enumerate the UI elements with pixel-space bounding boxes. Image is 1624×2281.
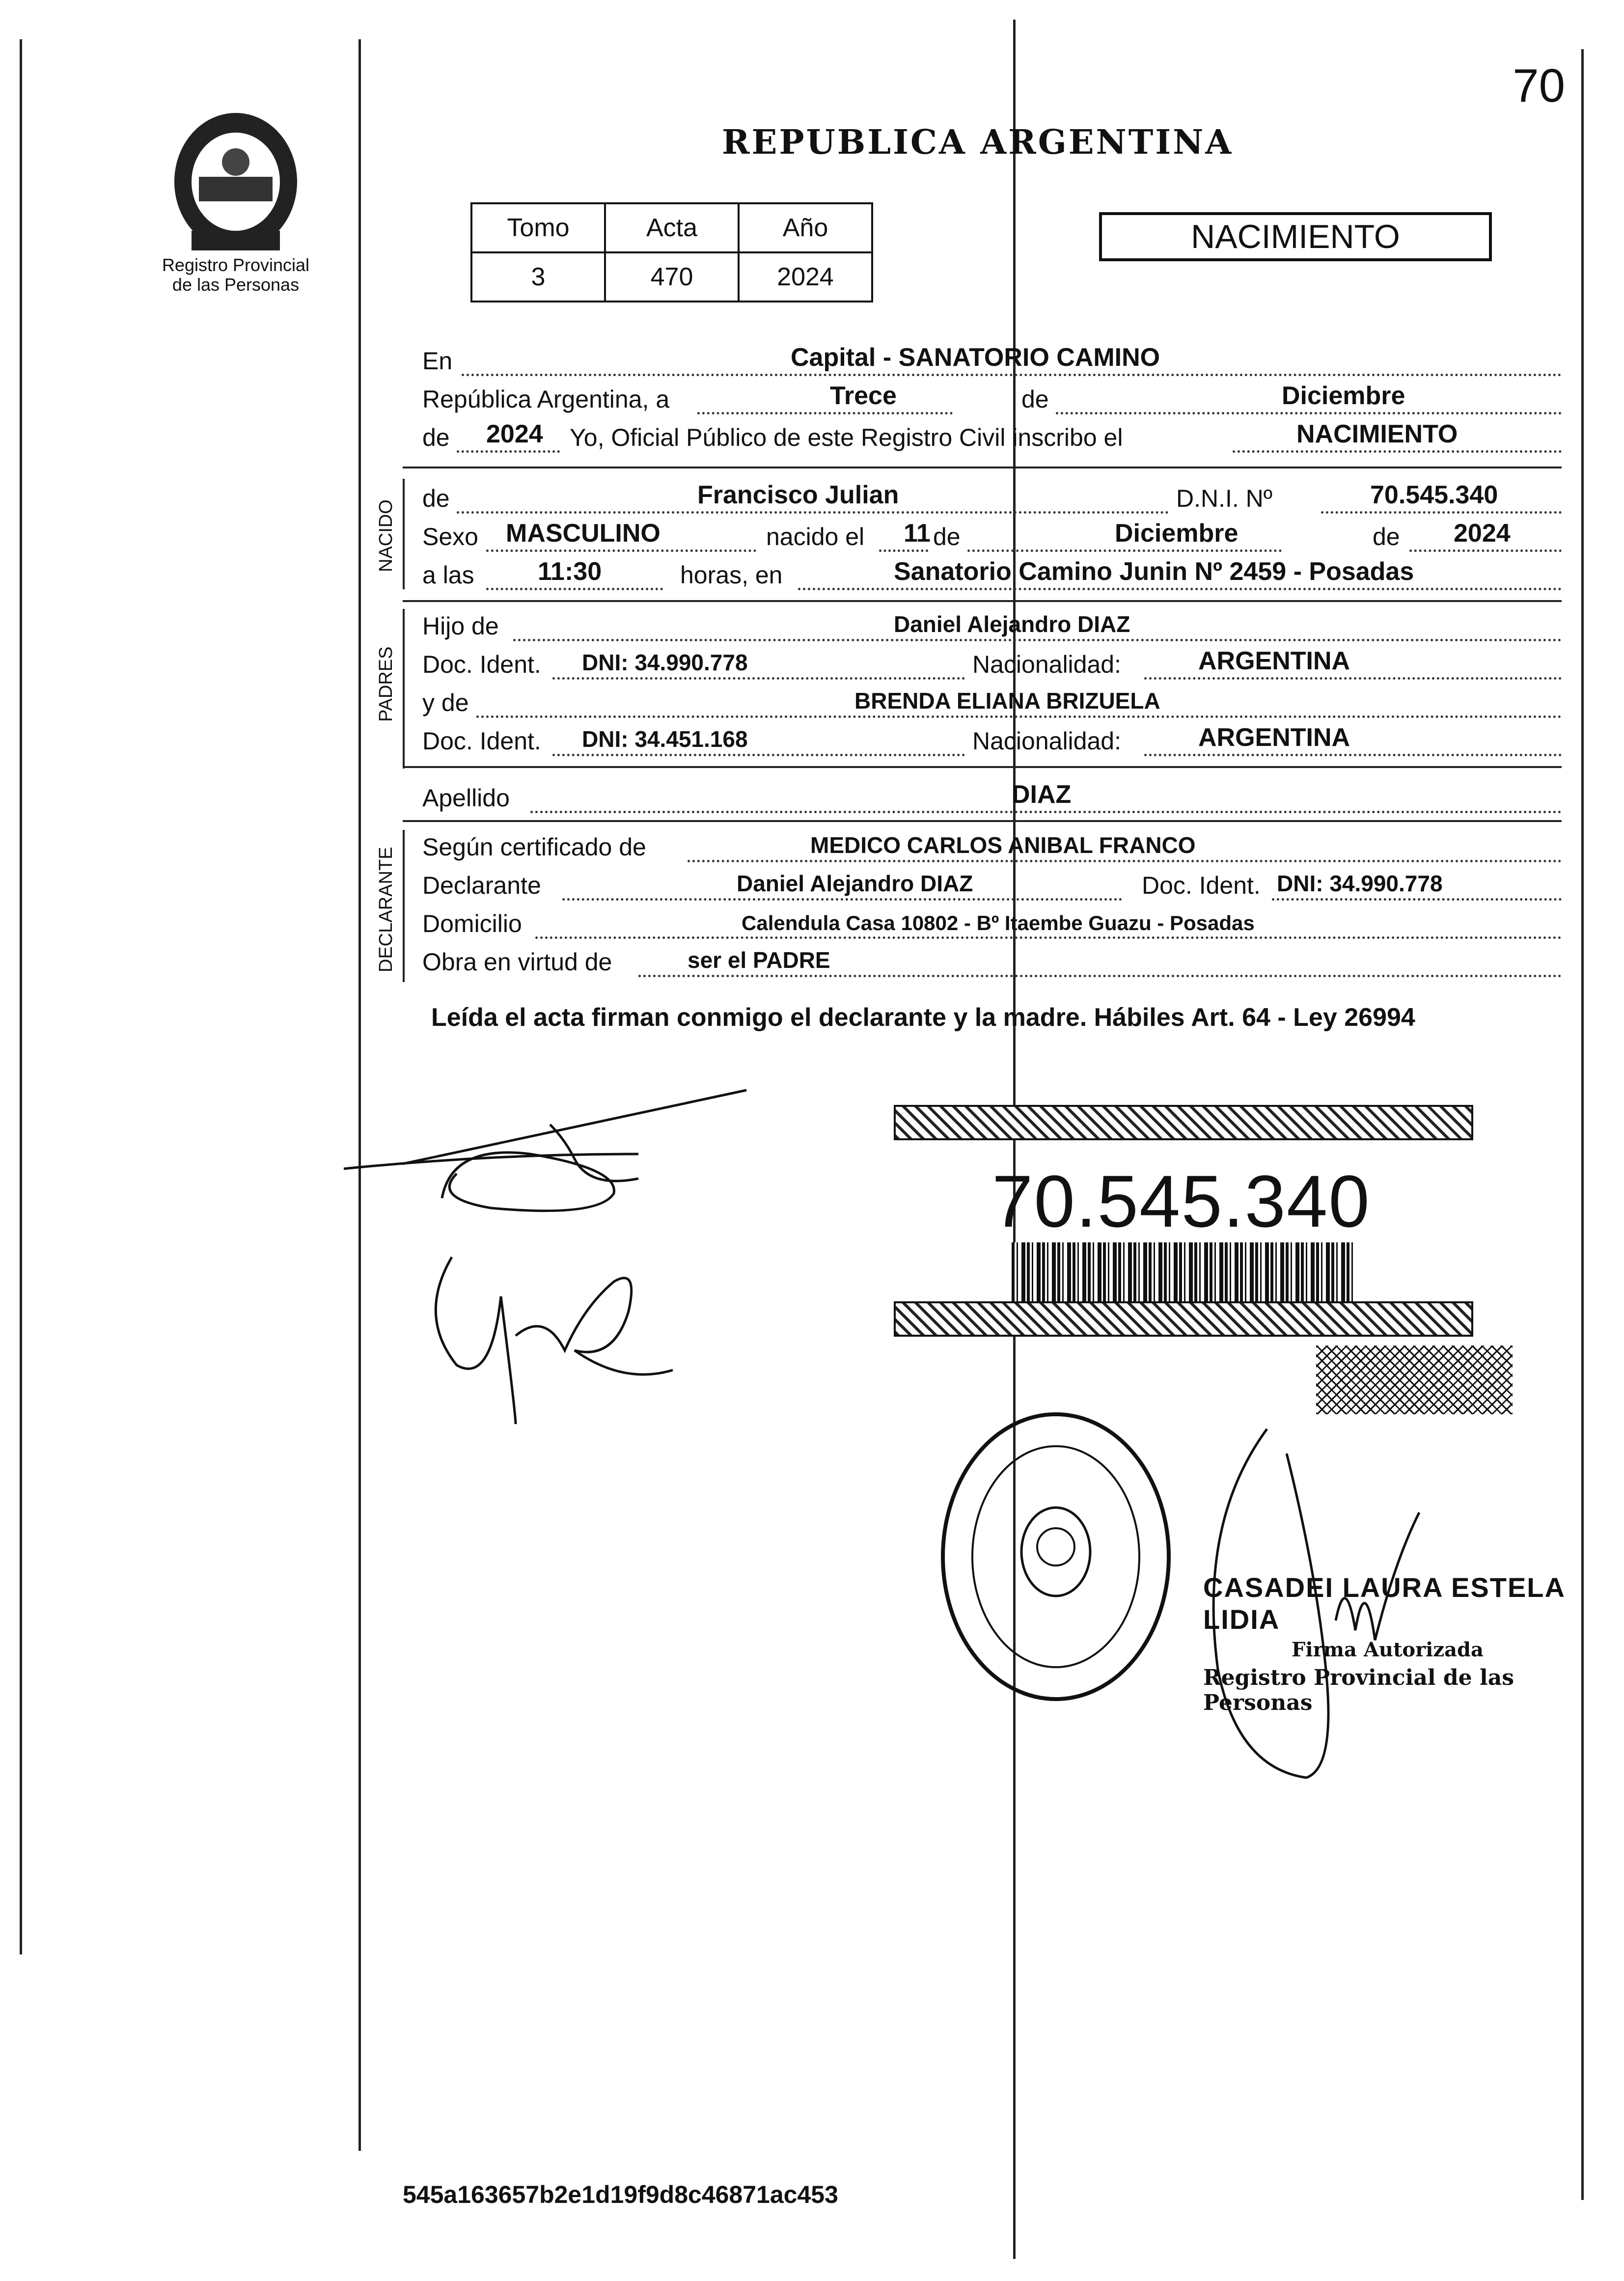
row-sexo — [422, 520, 1562, 555]
label-doc-ident-2: Doc. Ident. — [422, 727, 541, 755]
registry-table — [470, 202, 873, 302]
document-hash: 545a163657b2e1d19f9d8c46871ac453 — [403, 2181, 838, 2208]
value-sexo: MASCULINO — [506, 519, 661, 548]
country-title: REPUBLICA ARGENTINA — [722, 123, 1234, 162]
anio-value: 2024 — [739, 252, 872, 302]
row-domicilio — [422, 907, 1562, 942]
row-certificado — [422, 830, 1562, 865]
row-hora-lugar — [422, 558, 1562, 593]
value-domicilio: Calendula Casa 10802 - Bº Itaembe Guazu - Posadas — [742, 911, 1255, 934]
logo-caption-line2: de las Personas — [172, 275, 300, 295]
value-madre-doc: DNI: 34.451.168 — [582, 726, 748, 752]
right-rule — [1581, 49, 1584, 2200]
nacido-bracket — [403, 479, 405, 589]
shield-emblem-icon — [162, 98, 309, 255]
label-de-year: de — [422, 424, 450, 451]
value-declarante-doc: DNI: 34.990.778 — [1277, 871, 1443, 896]
security-strip-bottom — [894, 1301, 1473, 1337]
label-apellido: Apellido — [422, 784, 510, 812]
value-dia-nac: 11 — [904, 519, 931, 548]
acta-value: 470 — [605, 252, 739, 302]
security-strip-top — [894, 1105, 1473, 1140]
value-padre-nac: ARGENTINA — [1198, 647, 1350, 675]
row-apellido — [422, 781, 1562, 816]
value-dni: 70.545.340 — [1370, 481, 1498, 509]
row-obra — [422, 945, 1562, 980]
label-hijo-de: Hijo de — [422, 612, 499, 640]
value-madre-nac: ARGENTINA — [1198, 723, 1350, 752]
value-obra: ser el PADRE — [688, 947, 830, 973]
row-lugar — [422, 344, 1562, 379]
section-label-declarante: DECLARANTE — [376, 847, 396, 972]
value-dia-texto: Trece — [830, 382, 897, 410]
label-a-las: a las — [422, 561, 474, 589]
label-doc-ident-3: Doc. Ident. — [1142, 872, 1261, 899]
barcode — [1012, 1242, 1355, 1301]
value-padre: Daniel Alejandro DIAZ — [894, 611, 1130, 637]
value-lugar: Capital - SANATORIO CAMINO — [791, 343, 1160, 372]
registry-logo — [147, 98, 324, 295]
value-mes-nac: Diciembre — [1115, 519, 1239, 548]
page-number: 70 — [1513, 59, 1565, 112]
acta-header: Acta — [605, 203, 739, 252]
section-label-padres: PADRES — [376, 646, 396, 722]
label-doc-ident: Doc. Ident. — [422, 651, 541, 678]
label-sexo: Sexo — [422, 523, 478, 550]
logo-caption-line1: Registro Provincial — [162, 255, 310, 275]
officer-name: CASADEI LAURA ESTELA LIDIA — [1203, 1572, 1565, 1635]
label-y-de: y de — [422, 689, 469, 716]
label-horas-en: horas, en — [680, 561, 783, 589]
officer-title: Firma Autorizada — [1292, 1638, 1484, 1661]
label-obra-en-virtud: Obra en virtud de — [422, 948, 612, 976]
value-lugar-nac: Sanatorio Camino Junin Nº 2459 - Posadas — [894, 557, 1414, 586]
value-tipo: NACIMIENTO — [1296, 420, 1458, 448]
value-padre-doc: DNI: 34.990.778 — [582, 650, 748, 675]
label-de-mes: de — [933, 523, 961, 550]
closing-text: Leída el acta firman conmigo el declarante y la madre. Hábiles Art. 64 - Ley 26994 — [431, 1003, 1415, 1032]
label-yo-oficial: Yo, Oficial Público de este Registro Civil inscribo el — [570, 424, 1123, 451]
label-nacionalidad: Nacionalidad: — [972, 651, 1121, 678]
row-padre-doc — [422, 647, 1562, 683]
divider-line — [403, 467, 1562, 468]
divider-line — [403, 766, 1562, 768]
row-inscripcion — [422, 420, 1562, 456]
padres-bracket — [403, 609, 405, 769]
value-anio-nac: 2024 — [1454, 519, 1511, 548]
row-fecha — [422, 382, 1562, 417]
officer-registry: Registro Provincial de las Personas — [1203, 1665, 1514, 1715]
document-type-box: NACIMIENTO — [1099, 212, 1492, 261]
label-segun-certificado: Según certificado de — [422, 833, 646, 861]
row-madre — [422, 686, 1562, 721]
declarante-bracket — [403, 830, 405, 982]
label-republica: República Argentina, a — [422, 385, 670, 413]
left-margin-line — [20, 39, 22, 1954]
value-certificado: MEDICO CARLOS ANIBAL FRANCO — [810, 832, 1196, 858]
authorizing-officer — [1203, 1571, 1624, 1715]
label-domicilio: Domicilio — [422, 910, 522, 937]
row-madre-doc — [422, 724, 1562, 759]
tomo-header: Tomo — [471, 203, 605, 252]
row-declarante — [422, 868, 1562, 904]
anio-header: Año — [739, 203, 872, 252]
value-apellido: DIAZ — [1012, 780, 1072, 809]
official-seal-icon — [933, 1404, 1179, 1709]
value-madre: BRENDA ELIANA BRIZUELA — [854, 688, 1160, 714]
row-nombre — [422, 481, 1562, 517]
divider-line — [403, 820, 1562, 822]
value-anio: 2024 — [486, 420, 543, 448]
label-de-name: de — [422, 485, 450, 512]
label-declarante: Declarante — [422, 872, 541, 899]
value-nombre: Francisco Julian — [697, 481, 899, 509]
row-padre — [422, 609, 1562, 644]
label-nacido-el: nacido el — [766, 523, 865, 550]
label-nacionalidad-2: Nacionalidad: — [972, 727, 1121, 755]
big-dni-number: 70.545.340 — [992, 1160, 1371, 1242]
value-hora: 11:30 — [538, 557, 602, 586]
label-dni: D.N.I. Nº — [1176, 485, 1273, 512]
mother-signature-icon — [417, 1237, 712, 1434]
tomo-value: 3 — [471, 252, 605, 302]
declarant-signature-icon — [344, 1080, 786, 1228]
divider-line — [403, 600, 1562, 602]
label-en: En — [422, 347, 453, 375]
security-crosshatch — [1316, 1346, 1513, 1414]
label-de: de — [1021, 385, 1049, 413]
value-declarante: Daniel Alejandro DIAZ — [737, 871, 973, 896]
value-mes-texto: Diciembre — [1282, 382, 1405, 410]
section-label-nacido: NACIDO — [376, 499, 396, 572]
label-de-anio: de — [1373, 523, 1400, 550]
